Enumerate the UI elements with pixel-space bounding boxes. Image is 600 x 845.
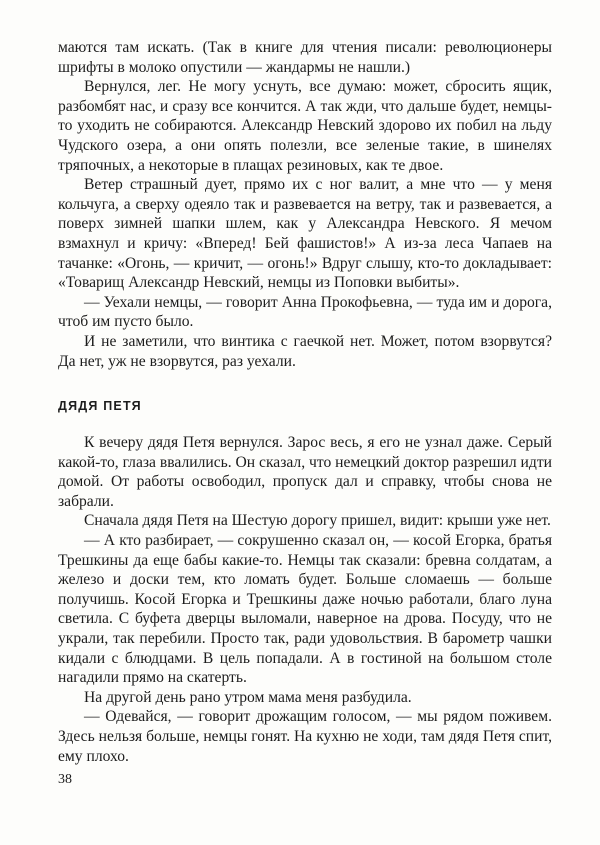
paragraph: Вернулся, лег. Не могу уснуть, все думаю: может, сбросить ящик, разбомбят нас, и сразу все кончится. А так жди, что дальше будет, немцы-то уходить не собираются. Александр Невский здорово их побил на льду Чудского озера, а они опять полезли, все зеленые такие, в шинелях тряпочных, а некоторые в плащах резиновых, как те двое. [58, 78, 552, 174]
chapter-heading: ДЯДЯ ПЕТЯ [58, 399, 142, 413]
page-number: 38 [58, 772, 72, 787]
paragraph: маются там искать. (Так в книге для чтения писали: революционеры шрифты в молоко опустили — жандармы не нашли.) [58, 39, 552, 76]
text-section-chapter [58, 433, 552, 766]
paragraph: — А кто разбирает, — сокрушенно сказал он, — косой Егорка, братья Трешкины да еще бабы какие-то. Немцы так сказали: бревна солдатам, а железо и доски тем, кто ломать будет. Больше сломаешь — больше получишь. Косой Егорка и Трешкины даже ночью работали, благо луна светила. С буфета дверцы выломали, наверное на дрова. Посуду, что не украли, так перебили. Просто так, ради удовольствия. В барометр чашки кидали с блюдцами. В цель попадали. А в гостиной на большом столе нагадили прямо на скатерть. [58, 531, 552, 687]
paragraph: К вечеру дядя Петя вернулся. Зарос весь, я его не узнал даже. Серый какой-то, глаза ввалились. Он сказал, что немецкий доктор разрешил идти домой. От работы освободил, пропуск дал и справку, чтобы снова не забрали. [58, 434, 552, 510]
paragraph: На другой день рано утром мама меня разбудила. [84, 688, 412, 706]
paragraph: Ветер страшный дует, прямо их с ног валит, а мне что — у меня кольчуга, а сверху одеяло так и развевается на ветру, так и развевается, а поверх зимней шапки шлем, как у Александра Невского. Я мечом взмахнул и кричу: «Вперед! Бей фашистов!» А из-за леса Чапаев на тачанке: «Огонь, — кричит, — огонь!» Вдруг слышу, кто-то докладывает: «Товарищ Александр Невский, немцы из Поповки выбиты». [58, 176, 552, 292]
text-section-continuation [58, 38, 552, 371]
paragraph: — Одевайся, — говорит дрожащим голосом, — мы рядом поживем. Здесь нельзя больше, немцы гонят. На кухню не ходи, там дядя Петя спит, ему плохо. [58, 708, 552, 765]
paragraph: — Уехали немцы, — говорит Анна Прокофьевна, — туда им и дорога, чтоб им пусто было. [58, 293, 552, 331]
paragraph: Сначала дядя Петя на Шестую дорогу пришел, видит: крыши уже нет. [84, 512, 551, 530]
paragraph: И не заметили, что винтика с гаечкой нет. Может, потом взорвутся? Да нет, уж не взорвутся, раз уехали. [58, 332, 552, 370]
